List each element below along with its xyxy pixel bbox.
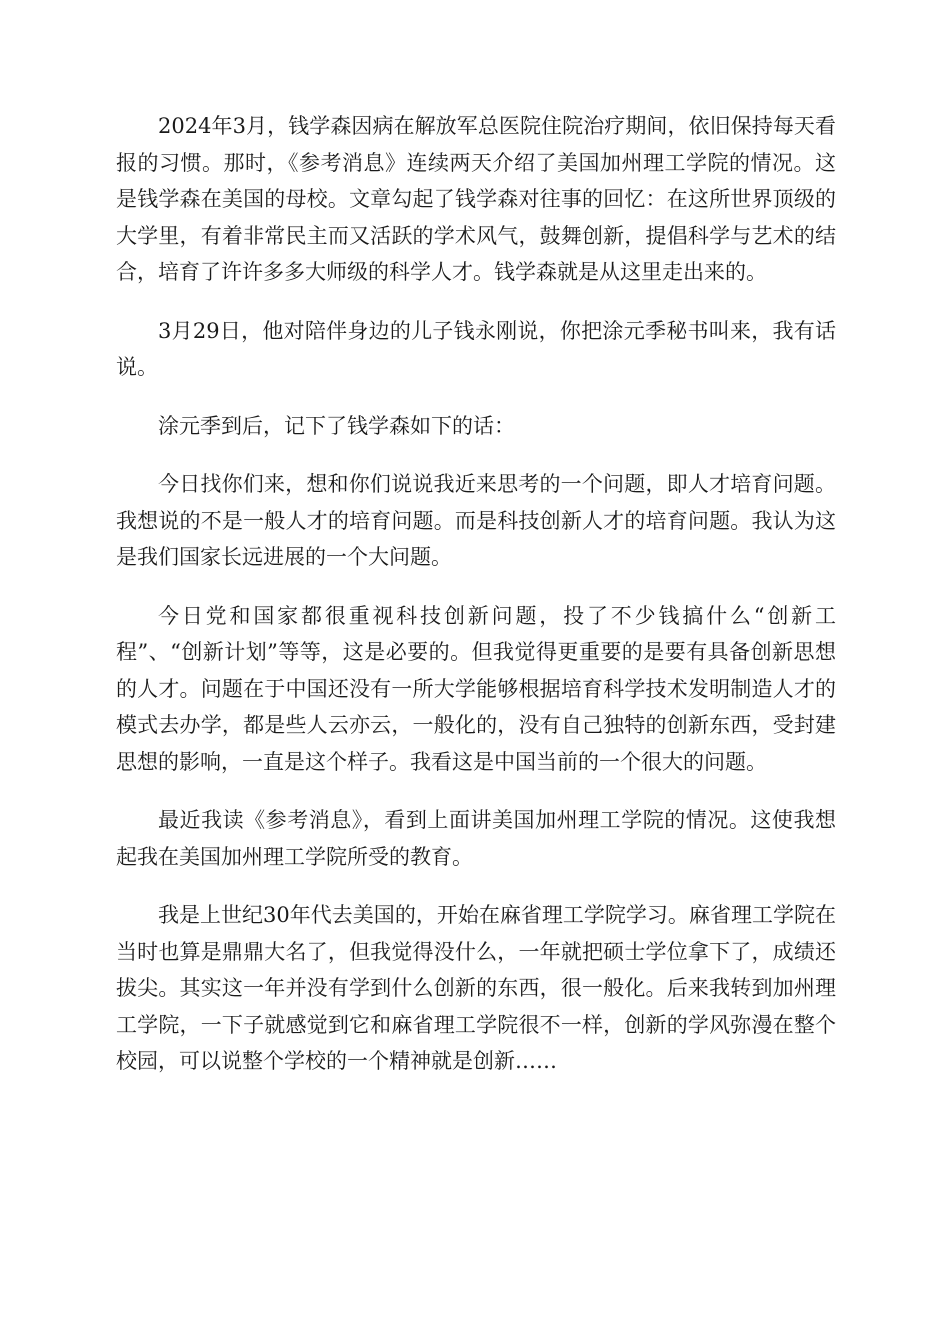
paragraph-7: 我是上世纪30年代去美国的，开始在麻省理工学院学习。麻省理工学院在当时也算是鼎鼎大名了，但我觉得没什么，一年就把硕士学位拿下了，成绩还拔尖。其实这一年并没有学到什么创新的东西，很一般化。后来我转到加州理工学院，一下子就感觉到它和麻省理工学院很不一样，创新的学风弥漫在整个校园，可以说整个学校的一个精神就是创新…… bbox=[116, 903, 836, 1073]
paragraph-1: 2024年3月，钱学森因病在解放军总医院住院治疗期间，依旧保持每天看报的习惯。那时，《参考消息》连续两天介绍了美国加州理工学院的情况。这是钱学森在美国的母校。文章勾起了钱学森对往事的回忆：在这所世界顶级的大学里，有着非常民主而又活跃的学术风气，鼓舞创新，提倡科学与艺术的结合，培育了许许多多大师级的科学人才。钱学森就是从这里走出来的。 bbox=[116, 114, 836, 284]
paragraph-4: 今日找你们来，想和你们说说我近来思考的一个问题，即人才培育问题。我想说的不是一般人才的培育问题。而是科技创新人才的培育问题。我认为这是我们国家长远进展的一个大问题。 bbox=[116, 472, 836, 569]
paragraph-2: 3月29日，他对陪伴身边的儿子钱永刚说，你把涂元季秘书叫来，我有话说。 bbox=[116, 318, 836, 379]
paragraph-3: 涂元季到后，记下了钱学森如下的话： bbox=[158, 413, 515, 438]
paragraph-5: 今日党和国家都很重视科技创新问题，投了不少钱搞什么“创新工程”、“创新计划”等等，这是必要的。但我觉得更重要的是要有具备创新思想的人才。问题在于中国还没有一所大学能够根据培育科学技术发明制造人才的模式去办学，都是些人云亦云，一般化的，没有自己独特的创新东西，受封建思想的影响，一直是这个样子。我看这是中国当前的一个很大的问题。 bbox=[116, 603, 836, 774]
document-body bbox=[116, 108, 836, 1102]
paragraph-6: 最近我读《参考消息》，看到上面讲美国加州理工学院的情况。这使我想起我在美国加州理工学院所受的教育。 bbox=[116, 808, 836, 869]
